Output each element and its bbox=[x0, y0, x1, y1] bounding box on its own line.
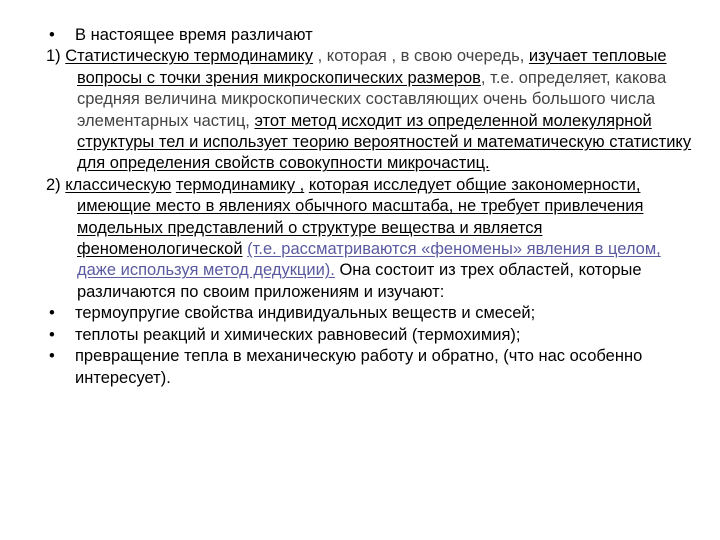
item2-underlined-b: которая исследует общие закономерности, имеющие место в явлениях обычного масштаба, не требует привлечения модельных представлений о структуре вещества и является феноменологической bbox=[77, 175, 644, 259]
item-statistical-thermodynamics bbox=[46, 46, 704, 174]
item-number: 1) bbox=[46, 47, 66, 66]
intro-text: В настоящее время различают bbox=[75, 26, 313, 44]
item1-underlined-b: этот метод исходит из определенной молекулярной структуры тел и использует теорию вероятностей и математическую статистику для определения свойств совокупности микрочастиц. bbox=[77, 111, 692, 173]
item2-underlined-a: классическую bbox=[65, 175, 172, 194]
list-item-text: превращение тепла в механическую работу и обратно, (что нас особенно интересует). bbox=[75, 347, 643, 387]
bullet-icon: • bbox=[49, 347, 55, 366]
bullet-icon: • bbox=[49, 325, 55, 344]
item-number: 2) bbox=[46, 175, 66, 194]
bullet-icon: • bbox=[49, 304, 55, 323]
list-item-text: теплоты реакций и химических равновесий (термохимия); bbox=[75, 325, 521, 344]
intro-line bbox=[44, 25, 704, 46]
list-item bbox=[44, 325, 704, 346]
list-item bbox=[44, 346, 704, 389]
term-statistical: Статистическую термодинамику bbox=[65, 47, 314, 66]
term-classical: термодинамику , bbox=[175, 175, 305, 194]
item1-text-b: , т.е. определяет, какова средняя величина микроскопических составляющих очень большого числа элементарных частиц, bbox=[77, 68, 667, 130]
item-classical-thermodynamics bbox=[46, 175, 704, 303]
item1-underlined-a: изучает тепловые вопросы с точки зрения микроскопических размеров bbox=[77, 47, 667, 87]
slide-text-body bbox=[44, 25, 704, 389]
list-item bbox=[44, 303, 704, 324]
bullet-icon: • bbox=[49, 26, 55, 44]
item2-accent-note: (т.е. рассматриваются «феномены» явления в целом, даже используя метод дедукции). bbox=[77, 240, 661, 280]
item1-text-a: , которая , в свою очередь, bbox=[313, 47, 529, 66]
item2-text-d: Она состоит из трех областей, которые различаются по своим приложениям и изучают: bbox=[77, 261, 642, 301]
list-item-text: термоупругие свойства индивидуальных веществ и смесей; bbox=[75, 304, 536, 323]
